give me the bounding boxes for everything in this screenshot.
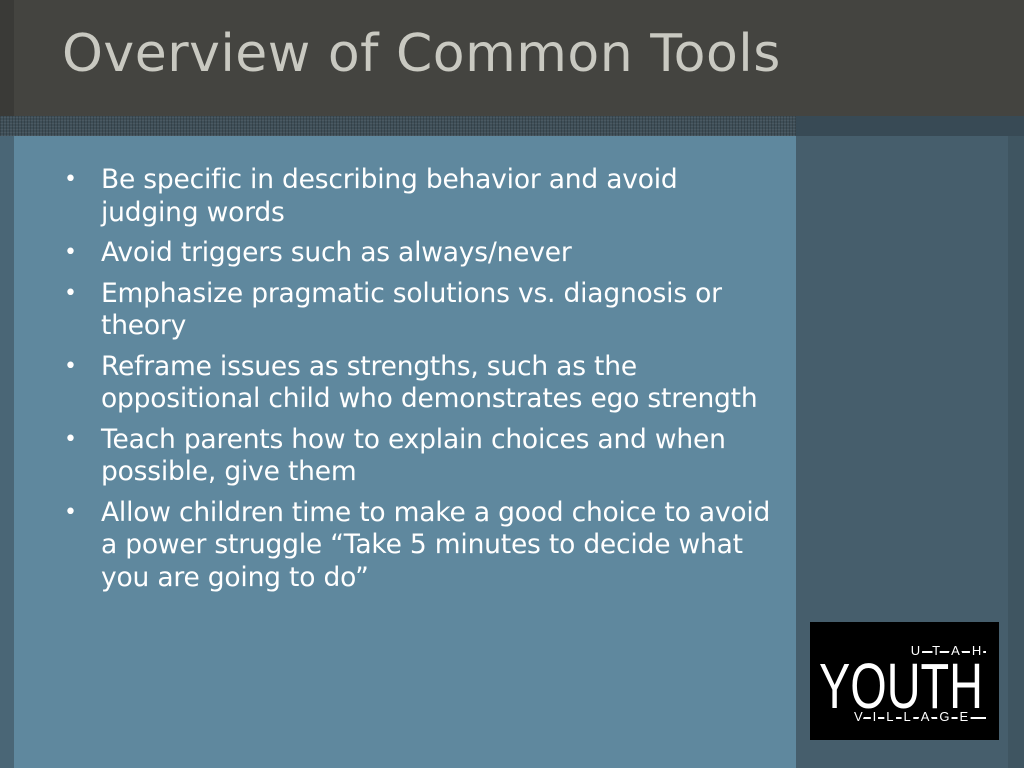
texture-band-right xyxy=(796,116,1024,136)
bullet-text: Teach parents how to explain choices and when possible, give them xyxy=(101,423,726,487)
bullet-list xyxy=(62,164,772,602)
bullet-text: Be specific in describing behavior and avoid judging words xyxy=(101,164,678,228)
logo-top-text: UTAH xyxy=(910,643,994,658)
bullet-dot: • xyxy=(64,499,77,525)
bullet-text: Avoid triggers such as always/never xyxy=(101,237,572,268)
bullet-text: Reframe issues as strengths, such as the oppositional child who demonstrates ego strength xyxy=(101,350,758,414)
bullet-item xyxy=(62,424,772,489)
bullet-text: Allow children time to make a good choice to avoid a power struggle “Take 5 minutes to decide what you are going to do” xyxy=(101,496,771,593)
bullet-item xyxy=(62,497,772,595)
bullet-dot: • xyxy=(64,167,77,192)
left-edge xyxy=(0,136,14,768)
bullet-item xyxy=(62,351,772,416)
right-edge xyxy=(1008,136,1024,768)
bullet-dot: • xyxy=(64,426,77,452)
bullet-dot: • xyxy=(64,353,77,379)
bullet-dot: • xyxy=(64,240,77,265)
logo-graphic xyxy=(810,622,999,740)
bullet-item xyxy=(62,237,772,270)
slide-title: Overview of Common Tools xyxy=(62,24,781,84)
bullet-item xyxy=(62,278,772,343)
logo-bottom-text: VILLAGE xyxy=(854,709,979,724)
bullet-item xyxy=(62,164,772,229)
bullet-text: Emphasize pragmatic solutions vs. diagnosis or theory xyxy=(101,277,722,341)
utah-youth-village-logo xyxy=(810,622,999,740)
bullet-dot: • xyxy=(64,280,77,306)
logo-main-text: YOUTH xyxy=(819,650,983,722)
header-left-strip xyxy=(0,0,14,116)
